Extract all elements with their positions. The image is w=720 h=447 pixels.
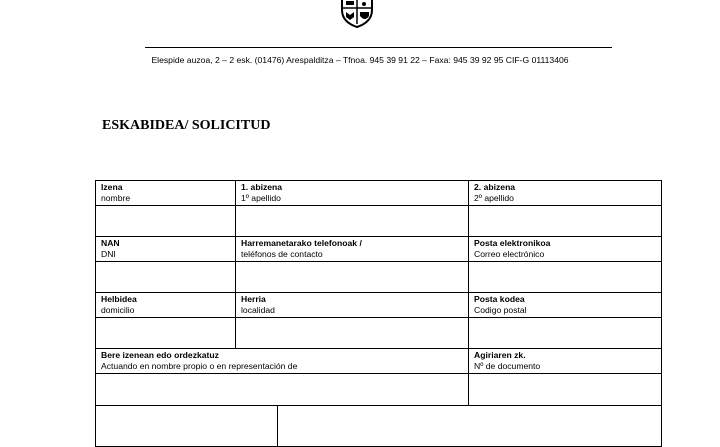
second-surname-field[interactable]	[469, 206, 662, 237]
dni-field[interactable]	[96, 262, 236, 293]
label-document-number: Agiriaren zk. Nº de documento	[469, 349, 662, 374]
coat-of-arms-icon	[337, 0, 377, 28]
label-second-surname: 2. abizena 2º apellido	[469, 181, 662, 206]
address-field[interactable]	[96, 318, 236, 349]
email-field[interactable]	[469, 262, 662, 293]
form-row-contact-inputs	[96, 262, 662, 293]
form-row-representation-labels	[96, 349, 662, 374]
document-number-field[interactable]	[469, 374, 662, 406]
form-row-next-partial	[96, 406, 662, 447]
label-town: Herria localidad	[236, 293, 469, 318]
form-row-address-inputs	[96, 318, 662, 349]
label-email: Posta elektronikoa Correo electrónico	[469, 237, 662, 262]
town-field[interactable]	[236, 318, 469, 349]
form-row-name-labels	[96, 181, 662, 206]
next-row-cell-left[interactable]	[96, 406, 278, 447]
first-surname-field[interactable]	[236, 206, 469, 237]
address-line: Elespide auzoa, 2 – 2 esk. (01476) Arespalditza – Tfnoa. 945 39 91 22 – Faxa: 945 39 92 95 CIF-G 01113406	[151, 55, 569, 65]
next-row-cell-right[interactable]	[278, 406, 662, 447]
form-row-representation-inputs	[96, 374, 662, 406]
representation-field[interactable]	[96, 374, 469, 406]
application-form-table	[95, 180, 662, 447]
header-divider	[145, 47, 612, 48]
form-row-name-inputs	[96, 206, 662, 237]
label-representation: Bere izenean edo ordezkatuz Actuando en nombre propio o en representación de	[96, 349, 469, 374]
label-phones: Harremanetarako telefonoak / teléfonos de contacto	[236, 237, 469, 262]
first-name-field[interactable]	[96, 206, 236, 237]
postal-code-field[interactable]	[469, 318, 662, 349]
form-row-address-labels	[96, 293, 662, 318]
label-first-name: Izena nombre	[96, 181, 236, 206]
label-postal-code: Posta kodea Codigo postal	[469, 293, 662, 318]
label-dni: NAN DNI	[96, 237, 236, 262]
label-address: Helbidea domicilio	[96, 293, 236, 318]
phones-field[interactable]	[236, 262, 469, 293]
form-row-contact-labels	[96, 237, 662, 262]
label-first-surname: 1. abizena 1º apellido	[236, 181, 469, 206]
page-title: ESKABIDEA/ SOLICITUD	[102, 118, 271, 133]
